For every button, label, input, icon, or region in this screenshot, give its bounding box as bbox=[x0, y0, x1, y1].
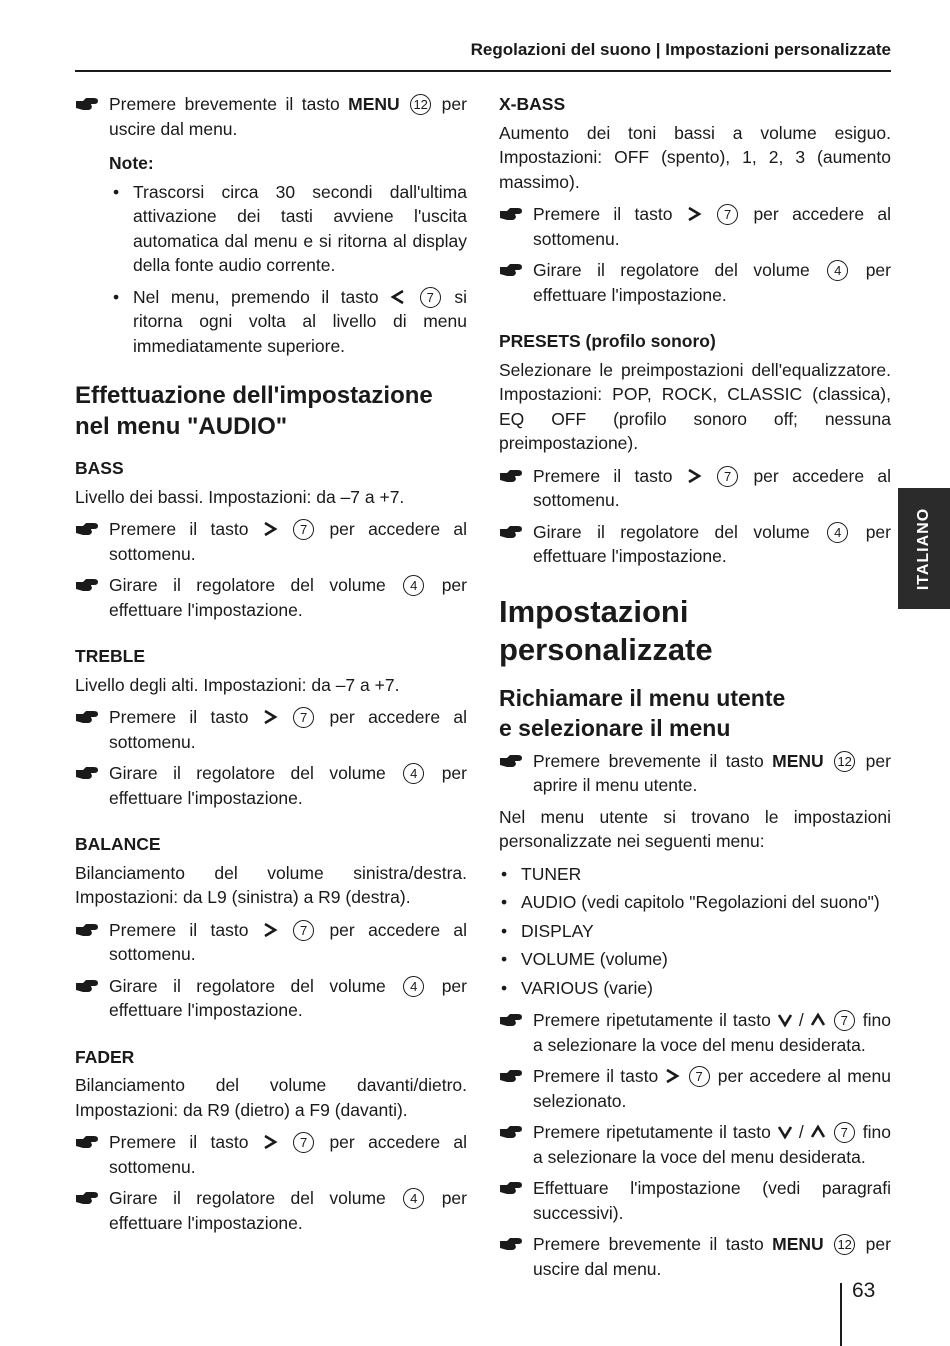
pointing-hand-icon bbox=[499, 207, 523, 221]
key-number-7: 7 bbox=[293, 519, 314, 540]
key-number-7: 7 bbox=[293, 1132, 314, 1153]
bass-title: BASS bbox=[75, 458, 124, 478]
chevron-right-icon bbox=[664, 1068, 680, 1084]
step-text: per effettuare l'impostazione. bbox=[533, 260, 891, 305]
pointing-hand-icon bbox=[499, 1069, 523, 1083]
key-number-12: 12 bbox=[410, 94, 431, 115]
turn-step bbox=[499, 258, 891, 307]
note-item bbox=[75, 180, 467, 278]
main-title: Impostazioni personalizzate bbox=[499, 593, 713, 667]
step-text: per effettuare l'impostazione. bbox=[109, 575, 467, 620]
pointing-hand-icon bbox=[499, 263, 523, 277]
step-text: per effettuare l'impostazione. bbox=[109, 763, 467, 808]
turn-step bbox=[75, 974, 467, 1023]
key-number-4: 4 bbox=[403, 575, 424, 596]
pointing-hand-icon bbox=[75, 1191, 99, 1205]
list-item-text: DISPLAY bbox=[521, 920, 594, 941]
chevron-right-icon bbox=[686, 468, 702, 484]
key-number-4: 4 bbox=[403, 1188, 424, 1209]
press-step bbox=[75, 918, 467, 967]
step-text: Premere il tasto bbox=[109, 1132, 249, 1152]
list-item bbox=[499, 890, 891, 915]
step-text: Premere il tasto bbox=[533, 204, 673, 224]
chevron-up-icon bbox=[810, 1012, 826, 1028]
subsection-title-line: e selezionare il menu bbox=[499, 714, 731, 741]
step-text: per accedere al sottomenu. bbox=[109, 519, 467, 564]
chevron-right-icon bbox=[262, 709, 278, 725]
separator: / bbox=[798, 1010, 804, 1030]
menu-key-label: MENU bbox=[772, 1234, 824, 1254]
step-text: Premere brevemente il tasto bbox=[533, 1234, 764, 1254]
balance-description: Bilanciamento del volume sinistra/destra. Impostazioni: da L9 (sinistra) a R9 (destra). bbox=[75, 862, 467, 907]
key-number-12: 12 bbox=[834, 751, 855, 772]
adjust-step bbox=[499, 1176, 891, 1225]
exit-menu-step bbox=[75, 92, 467, 141]
list-item-text: VARIOUS (varie) bbox=[521, 977, 653, 998]
list-item-text: TUNER bbox=[521, 863, 582, 884]
step-text: Premere il tasto bbox=[109, 519, 249, 539]
bullet-dot: • bbox=[501, 892, 508, 912]
repeat-step bbox=[499, 1008, 891, 1057]
pointing-hand-icon bbox=[75, 766, 99, 780]
step-text: per effettuare l'impostazione. bbox=[109, 975, 467, 1020]
press-step bbox=[499, 202, 891, 251]
key-number-4: 4 bbox=[827, 522, 848, 543]
treble-description: Livello degli alti. Impostazioni: da –7 a +7. bbox=[75, 674, 400, 695]
pointing-hand-icon bbox=[499, 1125, 523, 1139]
fader-description: Bilanciamento del volume davanti/dietro. Impostazioni: da R9 (dietro) a F9 (davanti). bbox=[75, 1075, 467, 1120]
left-column bbox=[75, 92, 467, 1242]
menu-key-label: MENU bbox=[772, 750, 824, 771]
step-text: fino a selezionare la voce del menu desiderata. bbox=[533, 1122, 892, 1167]
section-title: Effettuazione dell'impostazione nel menu "AUDIO" bbox=[75, 382, 433, 440]
list-item-text: VOLUME (volume) bbox=[521, 949, 668, 969]
step-text: per accedere al sottomenu. bbox=[109, 707, 467, 752]
step-text: per uscire dal menu. bbox=[109, 94, 467, 139]
step-text: per accedere al sottomenu. bbox=[533, 465, 891, 510]
key-number-4: 4 bbox=[403, 763, 424, 784]
step-text: per effettuare l'impostazione. bbox=[109, 1188, 467, 1233]
page-number: 63 bbox=[852, 1279, 876, 1302]
step-text: per accedere al sottomenu. bbox=[533, 204, 891, 249]
note-item bbox=[75, 285, 467, 359]
note-text: Nel menu, premendo il tasto bbox=[133, 286, 379, 307]
open-menu-step bbox=[499, 749, 891, 798]
bullet-dot: • bbox=[501, 920, 508, 941]
step-text: Premere il tasto bbox=[533, 465, 673, 486]
step-text: Premere il tasto bbox=[109, 919, 249, 940]
key-number-12: 12 bbox=[834, 1234, 855, 1255]
chevron-down-icon bbox=[777, 1012, 793, 1028]
chevron-left-icon bbox=[390, 289, 406, 305]
step-text: per effettuare l'impostazione. bbox=[533, 521, 891, 566]
step-text: Girare il regolatore del volume bbox=[533, 521, 810, 542]
pointing-hand-icon bbox=[75, 1135, 99, 1149]
pointing-hand-icon bbox=[499, 1181, 523, 1195]
bullet-dot: • bbox=[501, 863, 508, 884]
xbass-description: Aumento dei toni bassi a volume esiguo. Impostazioni: OFF (spento), 1, 2, 3 (aumento massimo). bbox=[499, 122, 891, 192]
key-number-4: 4 bbox=[827, 260, 848, 281]
presets-description: Selezionare le preimpostazioni dell'equalizzatore. Impostazioni: POP, ROCK, CLASSIC (classica), EQ OFF (profilo sonoro off; nessuna preimpostazione). bbox=[499, 359, 891, 453]
separator: / bbox=[798, 1122, 804, 1142]
pointing-hand-icon bbox=[499, 525, 523, 539]
right-column bbox=[499, 92, 891, 1288]
key-number-7: 7 bbox=[420, 287, 441, 308]
step-text: per accedere al menu selezionato. bbox=[533, 1066, 891, 1111]
menu-key-label: MENU bbox=[348, 94, 400, 114]
language-tab bbox=[898, 488, 950, 609]
turn-step bbox=[75, 573, 467, 622]
chevron-up-icon bbox=[810, 1124, 826, 1140]
exit-menu-step bbox=[499, 1232, 891, 1281]
step-text: Premere il tasto bbox=[533, 1066, 659, 1086]
bass-description: Livello dei bassi. Impostazioni: da –7 a +7. bbox=[75, 486, 405, 507]
step-text: per aprire il menu utente. bbox=[533, 750, 891, 795]
step-text: Girare il regolatore del volume bbox=[109, 763, 386, 783]
enter-step bbox=[499, 1064, 891, 1113]
pointing-hand-icon bbox=[499, 469, 523, 483]
step-text: per uscire dal menu. bbox=[533, 1234, 891, 1279]
pointing-hand-icon bbox=[499, 1237, 523, 1251]
press-step bbox=[75, 705, 467, 754]
pointing-hand-icon bbox=[75, 522, 99, 536]
treble-title: TREBLE bbox=[75, 646, 145, 666]
step-text: per accedere al sottomenu. bbox=[109, 919, 467, 964]
note-text: Trascorsi circa 30 secondi dall'ultima attivazione dei tasti avviene l'uscita automatica dal menu e si ritorna al display della fonte audio corrente. bbox=[133, 181, 467, 275]
balance-title: BALANCE bbox=[75, 834, 161, 854]
step-text: Girare il regolatore del volume bbox=[109, 575, 386, 595]
step-text: Premere brevemente il tasto bbox=[533, 750, 764, 771]
subsection-title-line: Richiamare il menu utente bbox=[499, 684, 786, 711]
list-item bbox=[499, 947, 891, 972]
key-number-7: 7 bbox=[834, 1122, 855, 1143]
key-number-7: 7 bbox=[834, 1010, 855, 1031]
page-number-divider bbox=[840, 1283, 842, 1346]
key-number-7: 7 bbox=[293, 707, 314, 728]
chevron-right-icon bbox=[686, 206, 702, 222]
repeat-step bbox=[499, 1120, 891, 1169]
page-header: Regolazioni del suono | Impostazioni personalizzate bbox=[470, 40, 891, 59]
bullet-dot: • bbox=[113, 181, 120, 202]
step-text: Premere il tasto bbox=[109, 707, 249, 727]
step-text: Girare il regolatore del volume bbox=[109, 975, 386, 996]
step-text: Premere ripetutamente il tasto bbox=[533, 1122, 771, 1142]
press-step bbox=[499, 464, 891, 513]
list-item-text: AUDIO (vedi capitolo "Regolazioni del suono") bbox=[521, 892, 880, 912]
turn-step bbox=[499, 520, 891, 569]
header-divider bbox=[75, 70, 891, 72]
press-step bbox=[75, 517, 467, 566]
fader-title: FADER bbox=[75, 1046, 135, 1067]
pointing-hand-icon bbox=[499, 754, 523, 768]
step-text: Effettuare l'impostazione (vedi paragrafi successivi). bbox=[533, 1178, 891, 1223]
press-step bbox=[75, 1130, 467, 1179]
xbass-title: X-BASS bbox=[499, 94, 566, 114]
note-text: si ritorna ogni volta al livello di menu immediatamente superiore. bbox=[133, 286, 467, 356]
pointing-hand-icon bbox=[75, 923, 99, 937]
pointing-hand-icon bbox=[75, 979, 99, 993]
pointing-hand-icon bbox=[75, 710, 99, 724]
step-text: fino a selezionare la voce del menu desiderata. bbox=[533, 1010, 892, 1055]
bullet-dot: • bbox=[501, 977, 508, 998]
bullet-dot: • bbox=[113, 286, 120, 307]
step-text: per accedere al sottomenu. bbox=[109, 1132, 467, 1177]
key-number-7: 7 bbox=[717, 466, 738, 487]
turn-step bbox=[75, 761, 467, 810]
pointing-hand-icon bbox=[499, 1013, 523, 1027]
key-number-7: 7 bbox=[293, 920, 314, 941]
chevron-right-icon bbox=[262, 1134, 278, 1150]
presets-title: PRESETS (profilo sonoro) bbox=[499, 331, 716, 351]
step-text: Girare il regolatore del volume bbox=[533, 260, 810, 280]
list-item bbox=[499, 919, 891, 944]
menu-intro: Nel menu utente si trovano le impostazioni personalizzate nei seguenti menu: bbox=[499, 806, 891, 851]
bullet-dot: • bbox=[501, 949, 508, 969]
turn-step bbox=[75, 1186, 467, 1235]
key-number-4: 4 bbox=[403, 976, 424, 997]
chevron-right-icon bbox=[262, 922, 278, 938]
language-tab-label: ITALIANO bbox=[915, 507, 932, 590]
step-text: Girare il regolatore del volume bbox=[109, 1188, 386, 1208]
pointing-hand-icon bbox=[75, 578, 99, 592]
chevron-down-icon bbox=[777, 1124, 793, 1140]
step-text: Premere brevemente il tasto bbox=[109, 94, 340, 114]
step-text: Premere ripetutamente il tasto bbox=[533, 1010, 771, 1030]
pointing-hand-icon bbox=[75, 97, 99, 111]
key-number-7: 7 bbox=[689, 1066, 710, 1087]
list-item bbox=[499, 976, 891, 1001]
list-item bbox=[499, 862, 891, 887]
chevron-right-icon bbox=[262, 521, 278, 537]
subsection-title bbox=[499, 683, 891, 743]
note-title: Note: bbox=[109, 153, 154, 173]
key-number-7: 7 bbox=[717, 204, 738, 225]
